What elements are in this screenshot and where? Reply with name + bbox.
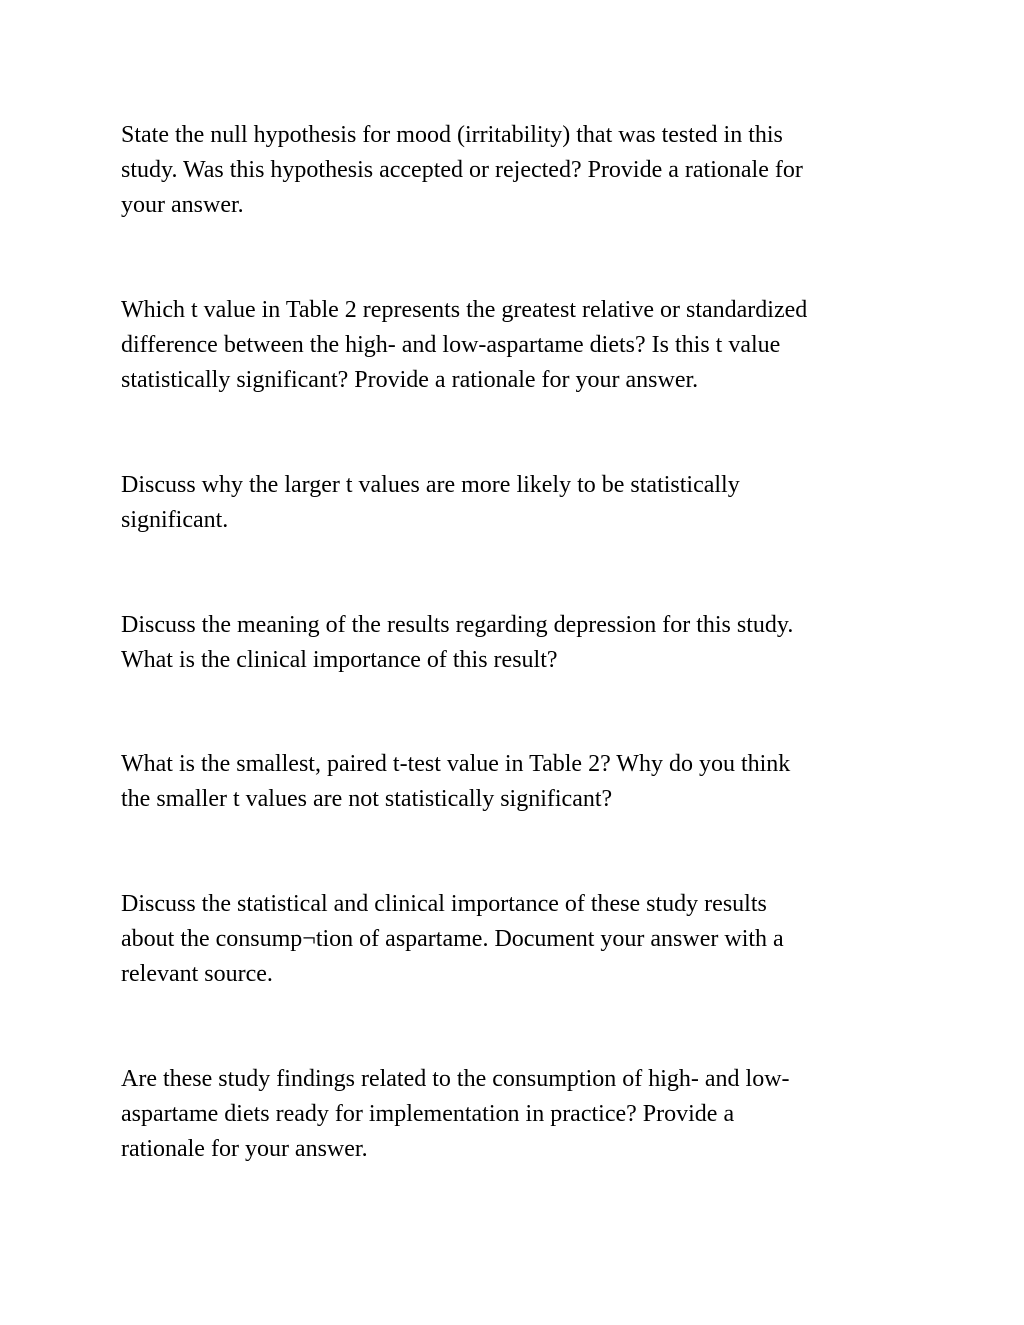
text-line: aspartame diets ready for implementation in practice? Provide a	[121, 1101, 735, 1127]
text-line: Discuss why the larger t values are more likely to be statistically	[121, 472, 740, 498]
text-line: statistically significant? Provide a rationale for your answer.	[121, 367, 699, 393]
question-paragraph-5	[121, 747, 911, 817]
text-line: Are these study findings related to the consumption of high- and low-	[121, 1066, 790, 1092]
question-paragraph-2	[121, 293, 911, 398]
text-line: relevant source.	[121, 961, 273, 987]
question-paragraph-3	[121, 468, 911, 538]
text-line: What is the smallest, paired t-test value in Table 2? Why do you think	[121, 751, 791, 777]
text-line: What is the clinical importance of this result?	[121, 647, 558, 673]
text-line: study. Was this hypothesis accepted or rejected? Provide a rationale for	[121, 157, 803, 183]
text-line: significant.	[121, 507, 229, 533]
text-line: State the null hypothesis for mood (irritability) that was tested in this	[121, 122, 783, 148]
question-paragraph-1	[121, 118, 911, 223]
question-paragraph-6	[121, 887, 911, 992]
text-line: your answer.	[121, 192, 244, 218]
text-line: the smaller t values are not statistically significant?	[121, 786, 613, 812]
text-line: Discuss the meaning of the results regarding depression for this study.	[121, 612, 794, 638]
text-line: Discuss the statistical and clinical importance of these study results	[121, 891, 767, 917]
question-paragraph-7	[121, 1062, 911, 1167]
text-line: Which t value in Table 2 represents the greatest relative or standardized	[121, 297, 808, 323]
text-line: rationale for your answer.	[121, 1136, 368, 1162]
text-line: about the consump¬tion of aspartame. Document your answer with a	[121, 926, 784, 952]
question-paragraph-4	[121, 608, 911, 678]
text-line: difference between the high- and low-aspartame diets? Is this t value	[121, 332, 781, 358]
